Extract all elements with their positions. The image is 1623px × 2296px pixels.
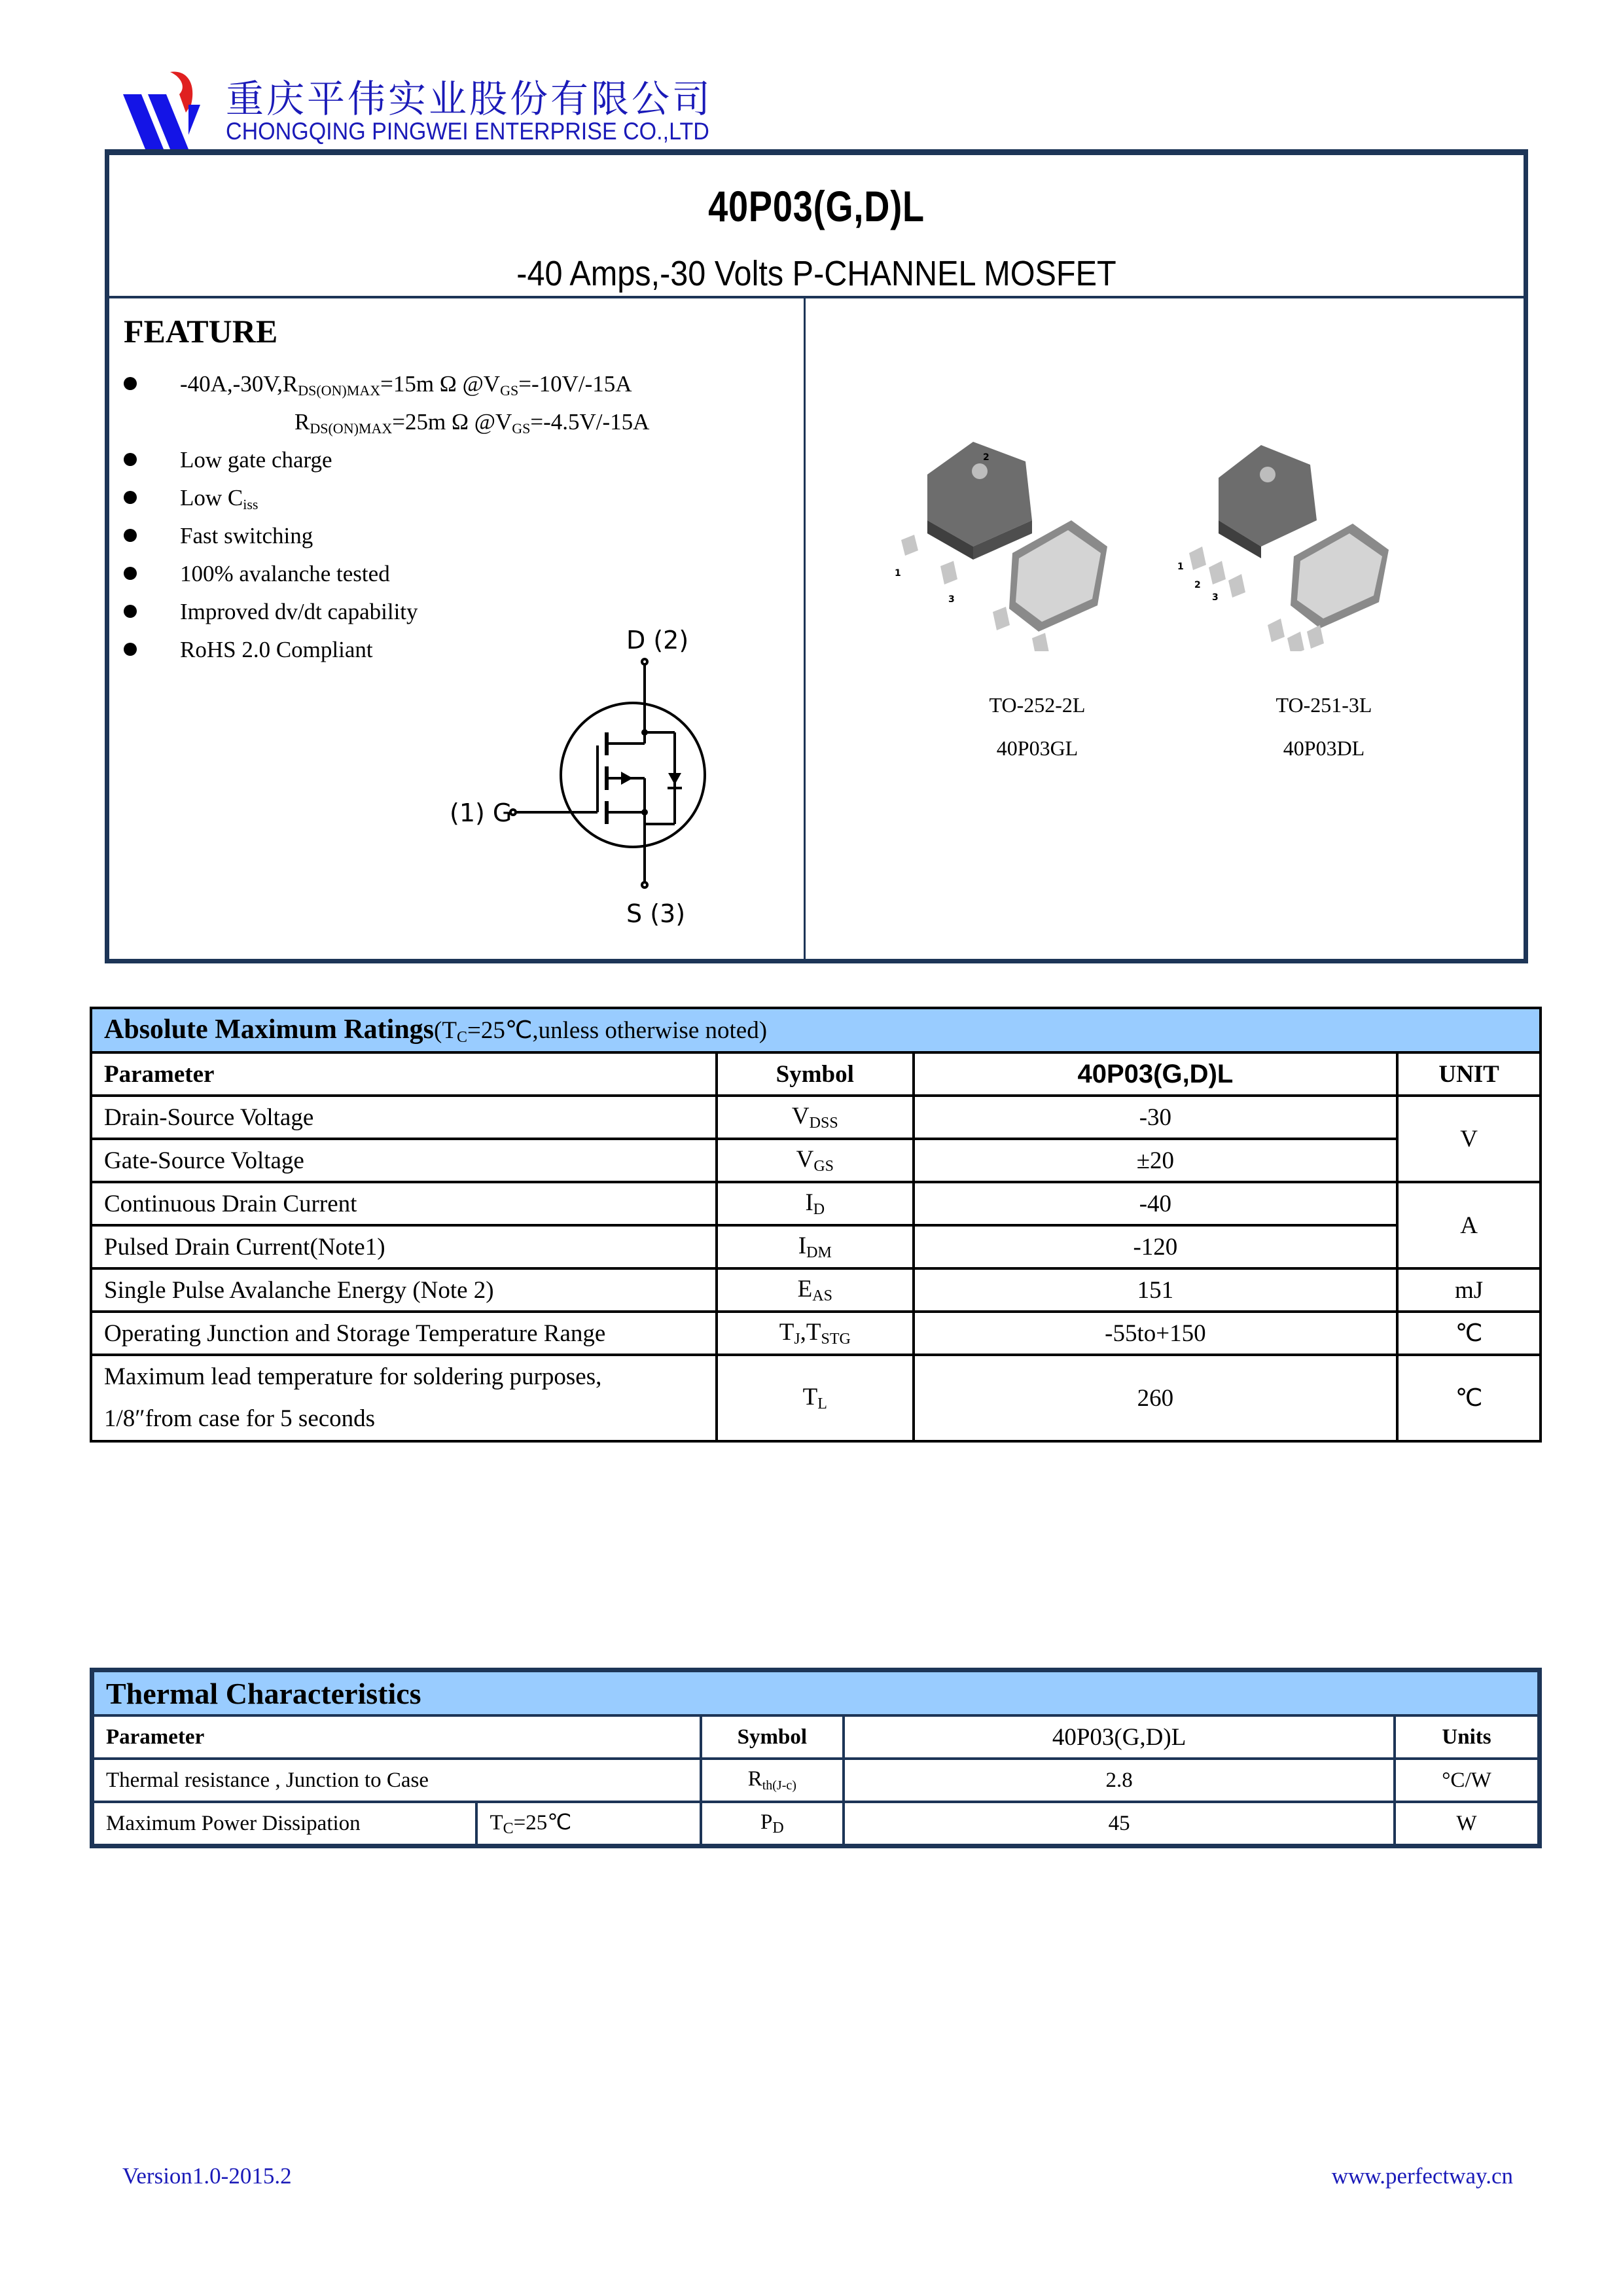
unit-cell: ℃	[1397, 1355, 1541, 1441]
unit-cell: V	[1397, 1096, 1541, 1182]
thermal-characteristics-table	[90, 1668, 1542, 1848]
symbol-cell: $T_L$	[717, 1355, 914, 1441]
product-overview-frame	[105, 151, 1528, 963]
value-cell: 2.8	[844, 1759, 1395, 1802]
table-row	[91, 1182, 1541, 1225]
feature-item: $-40A,-30V,R_{DS(ON)MAX}=15m$ Ω $@V_{GS}=-10V/-15A$	[124, 371, 632, 399]
bullet-icon	[124, 377, 137, 390]
column-header: UNIT	[1397, 1052, 1541, 1096]
column-header: Units	[1395, 1715, 1539, 1759]
column-header: Parameter	[92, 1715, 701, 1759]
table-row	[92, 1759, 1540, 1802]
bullet-icon	[124, 491, 137, 504]
svg-text:2: 2	[983, 452, 990, 463]
param-cell: Single Pulse Avalanche Energy (Note 2)	[91, 1268, 717, 1312]
symbol-cell: $P_D$	[701, 1802, 844, 1846]
symbol-cell: $E_{AS}$	[717, 1268, 914, 1312]
param-cell: Operating Junction and Storage Temperature Range	[91, 1312, 717, 1355]
value-cell: ±20	[914, 1139, 1398, 1182]
company-logo-icon	[123, 65, 221, 149]
feature-item: 100% avalanche tested	[124, 561, 390, 587]
product-subtitle: -40 Amps,-30 Volts P-CHANNEL MOSFET	[516, 254, 1116, 293]
symbol-cell: $V_{DSS}$	[717, 1096, 914, 1139]
table-title: Thermal Characteristics	[92, 1670, 1540, 1716]
package-name: TO-251-3L	[1275, 693, 1372, 717]
table-title-row	[91, 1008, 1541, 1052]
feature-item: RoHS 2.0 Compliant	[124, 637, 373, 663]
feature-item: Fast switching	[124, 523, 313, 549]
symbol-cell: $R_{th(J-c)}$	[701, 1759, 844, 1802]
bullet-icon	[124, 605, 137, 618]
column-header: 40P03(G,D)L	[844, 1715, 1395, 1759]
param-cell: Maximum Power Dissipation	[92, 1802, 477, 1846]
symbol-cell: $I_D$	[717, 1182, 914, 1225]
symbol-cell: $T_J,T_{STG}$	[717, 1312, 914, 1355]
feature-item: Low gate charge	[124, 447, 332, 473]
table-row	[91, 1139, 1541, 1182]
svg-text:3: 3	[1212, 592, 1219, 603]
symbol-cell: $I_{DM}$	[717, 1225, 914, 1268]
param-cell: Pulsed Drain Current(Note1)	[91, 1225, 717, 1268]
unit-cell: mJ	[1397, 1268, 1541, 1312]
website-link[interactable]: www.perfectway.cn	[1331, 2163, 1513, 2189]
svg-text:(1) G: (1) G	[450, 798, 512, 827]
param-cell: Thermal resistance , Junction to Case	[92, 1759, 701, 1802]
package-part-number: 40P03GL	[996, 736, 1079, 760]
value-cell: 45	[844, 1802, 1395, 1846]
param-cell: Drain-Source Voltage	[91, 1096, 717, 1139]
unit-cell: W	[1395, 1802, 1539, 1846]
table-header-row	[91, 1052, 1541, 1096]
column-header: Parameter	[91, 1052, 717, 1096]
unit-cell: A	[1397, 1182, 1541, 1268]
value-cell: -120	[914, 1225, 1398, 1268]
bullet-icon	[124, 529, 137, 542]
to-252-package-image	[875, 389, 1150, 651]
title-divider	[109, 296, 1524, 298]
condition-cell: $T_C=25℃$	[476, 1802, 700, 1846]
table-row	[92, 1802, 1540, 1846]
feature-heading: FEATURE	[124, 313, 278, 350]
value-cell: 260	[914, 1355, 1398, 1441]
param-cell: Gate-Source Voltage	[91, 1139, 717, 1182]
svg-text:1: 1	[895, 568, 901, 579]
table-header-row	[92, 1715, 1540, 1759]
table-title-row	[92, 1670, 1540, 1716]
unit-cell: ℃	[1397, 1312, 1541, 1355]
table-row	[91, 1268, 1541, 1312]
symbol-cell: $V_{GS}$	[717, 1139, 914, 1182]
feature-item: Low $C_{iss}$	[124, 485, 259, 513]
column-header: Symbol	[701, 1715, 844, 1759]
company-name-cn: 重庆平伟实业股份有限公司	[226, 77, 713, 121]
table-row	[91, 1225, 1541, 1268]
table-row	[91, 1355, 1541, 1441]
table-row	[91, 1096, 1541, 1139]
value-cell: 151	[914, 1268, 1398, 1312]
part-number-title: 40P03(G,D)L	[708, 182, 925, 230]
svg-text:2: 2	[1194, 580, 1201, 590]
svg-text:1: 1	[1177, 562, 1184, 572]
table-title: Absolute Maximum $Ratings(T_C=25℃,unless$ otherwise noted)	[91, 1008, 1541, 1052]
feature-item-continuation: $R_{DS(ON)MAX}=25m$ Ω $@V_{GS}=-4.5V/-15A$	[294, 409, 650, 437]
package-part-number: 40P03DL	[1283, 736, 1365, 760]
bullet-icon	[124, 453, 137, 466]
svg-text:D (2): D (2)	[626, 628, 689, 655]
unit-cell: °C/W	[1395, 1759, 1539, 1802]
package-name: TO-252-2L	[989, 693, 1086, 717]
table-row	[91, 1312, 1541, 1355]
column-header: Symbol	[717, 1052, 914, 1096]
value-cell: -30	[914, 1096, 1398, 1139]
document-version: Version1.0-2015.2	[122, 2163, 292, 2189]
p-channel-mosfet-symbol-icon	[450, 628, 816, 929]
value-cell: -40	[914, 1182, 1398, 1225]
absolute-maximum-ratings-table	[90, 1007, 1542, 1443]
value-cell: -55to+150	[914, 1312, 1398, 1355]
param-cell: Continuous Drain Current	[91, 1182, 717, 1225]
company-name-en: CHONGQING PINGWEI ENTERPRISE CO.,LTD	[226, 118, 709, 145]
param-cell: Maximum lead temperature for soldering purposes, 1/8″from case for 5 seconds	[91, 1355, 717, 1441]
svg-text:S (3): S (3)	[626, 899, 686, 928]
feature-item: Improved dv/dt capability	[124, 599, 418, 625]
svg-text:3: 3	[948, 594, 955, 605]
bullet-icon	[124, 643, 137, 656]
bullet-icon	[124, 567, 137, 580]
to-251-package-image	[1163, 389, 1438, 651]
column-header: 40P03(G,D)L	[914, 1052, 1398, 1096]
